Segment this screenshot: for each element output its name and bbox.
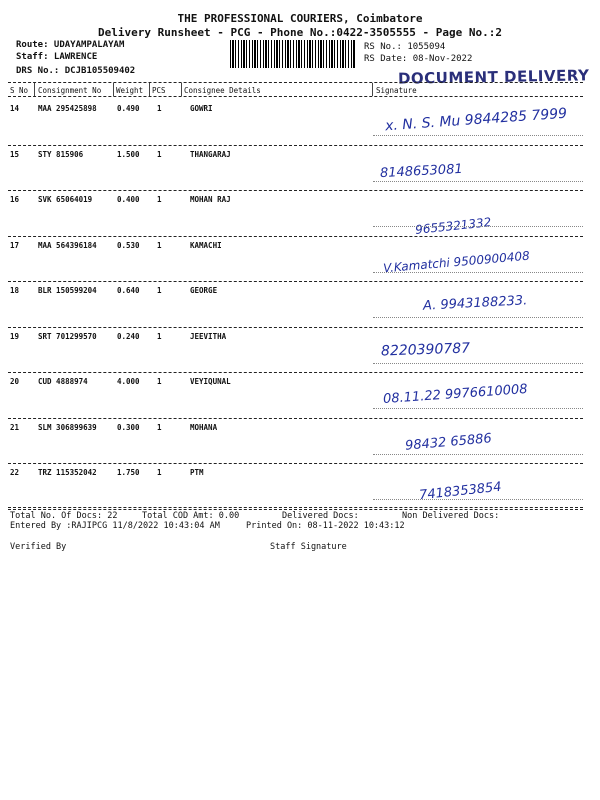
handwritten-signature: x. N. S. Mu 9844285 7999 <box>384 105 568 135</box>
row-pcs: 1 <box>157 149 162 159</box>
col-divider <box>149 83 150 96</box>
handwritten-signature: 8220390787 <box>380 339 471 360</box>
signature-line <box>373 499 583 500</box>
row-consignment-no: SVK 65064019 <box>38 195 93 204</box>
handwritten-signature: A. 9943188233. <box>422 293 528 314</box>
row-weight: 0.640 <box>117 286 140 295</box>
row-consignment-no: STY 815906 <box>38 149 84 159</box>
row-sno: 19 <box>10 331 20 341</box>
col-weight: Weight <box>116 86 144 95</box>
document-delivery-stamp: DOCUMENT DELIVERY <box>397 66 590 88</box>
handwritten-signature: 98432 65886 <box>404 430 493 454</box>
runsheet-title: Delivery Runsheet - PCG - Phone No.:0422-3505555 - Page No.:2 <box>98 26 502 39</box>
row-pcs: 1 <box>157 422 162 432</box>
signature-line <box>373 135 583 136</box>
col-sno: S No <box>10 86 29 95</box>
col-divider <box>34 83 35 96</box>
col-pcs: PCS <box>152 86 166 95</box>
row-consignment-no: MAA 564396184 <box>38 240 97 250</box>
signature-line <box>373 181 583 182</box>
signature-line <box>373 363 583 364</box>
row-pcs: 1 <box>157 331 162 341</box>
row-weight: 4.000 <box>117 377 140 386</box>
col-consignment: Consignment No <box>38 86 102 95</box>
col-consignee-details: Consignee Details <box>184 86 261 95</box>
row-consignment-no: CUD 4888974 <box>38 377 88 386</box>
route-label: Route: UDAYAMPALAYAM <box>16 40 125 50</box>
row-pcs: 1 <box>157 240 162 250</box>
row-consignment-no: MAA 295425898 <box>38 104 97 113</box>
table-row <box>0 100 600 146</box>
row-weight: 0.300 <box>117 422 140 432</box>
signature-line <box>373 272 583 273</box>
delivered-docs: Delivered Docs: <box>282 511 359 521</box>
row-consignee: THANGARAJ <box>190 149 231 159</box>
row-pcs: 1 <box>157 195 162 204</box>
non-delivered-docs: Non Delivered Docs: <box>402 511 500 521</box>
table-row <box>0 237 600 283</box>
table-row <box>0 464 600 510</box>
row-consignment-no: BLR 150599204 <box>38 286 97 295</box>
row-weight: 1.750 <box>117 468 140 477</box>
barcode <box>230 40 355 68</box>
rs-number: RS No.: 1055094 <box>364 42 446 52</box>
total-docs: Total No. Of Docs: 22 <box>10 511 118 521</box>
row-consignee: GEORGE <box>190 286 218 295</box>
footer-rule <box>8 507 583 508</box>
row-sno: 22 <box>10 468 20 477</box>
row-consignment-no: SLM 306899639 <box>38 422 97 432</box>
row-pcs: 1 <box>157 468 162 477</box>
col-divider <box>181 83 182 96</box>
row-consignee: VEYIQUNAL <box>190 377 231 386</box>
row-sno: 20 <box>10 377 20 386</box>
row-weight: 0.240 <box>117 331 140 341</box>
handwritten-signature: 8148653081 <box>379 161 464 181</box>
entered-by: Entered By :RAJIPCG 11/8/2022 10:43:04 AM <box>10 521 220 531</box>
table-row <box>0 373 600 419</box>
table-row <box>0 328 600 374</box>
rs-date: RS Date: 08-Nov-2022 <box>364 54 473 64</box>
row-weight: 0.400 <box>117 195 140 204</box>
row-consignee: KAMACHI <box>190 240 222 250</box>
col-signature: Signature <box>376 86 417 95</box>
handwritten-signature: 08.11.22 9976610008 <box>382 381 529 408</box>
drs-number: DRS No.: DCJB105509402 <box>16 66 136 76</box>
signature-line <box>373 226 583 227</box>
handwritten-signature: V.Kamatchi 9500900408 <box>382 248 531 275</box>
row-sno: 17 <box>10 240 20 250</box>
signature-line <box>373 408 583 409</box>
row-consignee: PTM <box>190 468 204 477</box>
staff-signature: Staff Signature <box>270 542 347 552</box>
table-row <box>0 282 600 328</box>
verified-by: Verified By <box>10 542 67 552</box>
company-name: THE PROFESSIONAL COURIERS, Coimbatore <box>177 12 423 25</box>
row-consignee: GOWRI <box>190 104 213 113</box>
row-sno: 18 <box>10 286 20 295</box>
row-consignee: JEEVITHA <box>190 331 227 341</box>
signature-line <box>373 317 583 318</box>
row-sno: 21 <box>10 422 20 432</box>
row-weight: 0.490 <box>117 104 140 113</box>
row-pcs: 1 <box>157 286 162 295</box>
col-divider <box>113 83 114 96</box>
table-row <box>0 419 600 465</box>
col-divider <box>372 83 373 96</box>
printed-on: Printed On: 08-11-2022 10:43:12 <box>246 521 405 531</box>
row-pcs: 1 <box>157 377 162 386</box>
row-consignee: MOHANA <box>190 422 218 432</box>
row-consignee: MOHAN RAJ <box>190 195 231 204</box>
row-separator <box>8 509 583 510</box>
table-row <box>0 191 600 237</box>
row-sno: 16 <box>10 195 20 204</box>
row-weight: 0.530 <box>117 240 140 250</box>
handwritten-signature: 9655321332 <box>414 215 492 237</box>
staff-label: Staff: LAWRENCE <box>16 52 98 62</box>
row-weight: 1.500 <box>117 149 140 159</box>
signature-line <box>373 454 583 455</box>
row-pcs: 1 <box>157 104 162 113</box>
header-rule-bottom <box>8 96 583 97</box>
header-rule-top <box>8 82 583 83</box>
row-sno: 14 <box>10 104 20 113</box>
total-cod: Total COD Amt: 0.00 <box>142 511 240 521</box>
row-consignment-no: SRT 701299570 <box>38 331 97 341</box>
table-row <box>0 146 600 192</box>
row-sno: 15 <box>10 149 20 159</box>
handwritten-signature: 7418353854 <box>418 479 503 504</box>
row-consignment-no: TRZ 115352042 <box>38 468 97 477</box>
